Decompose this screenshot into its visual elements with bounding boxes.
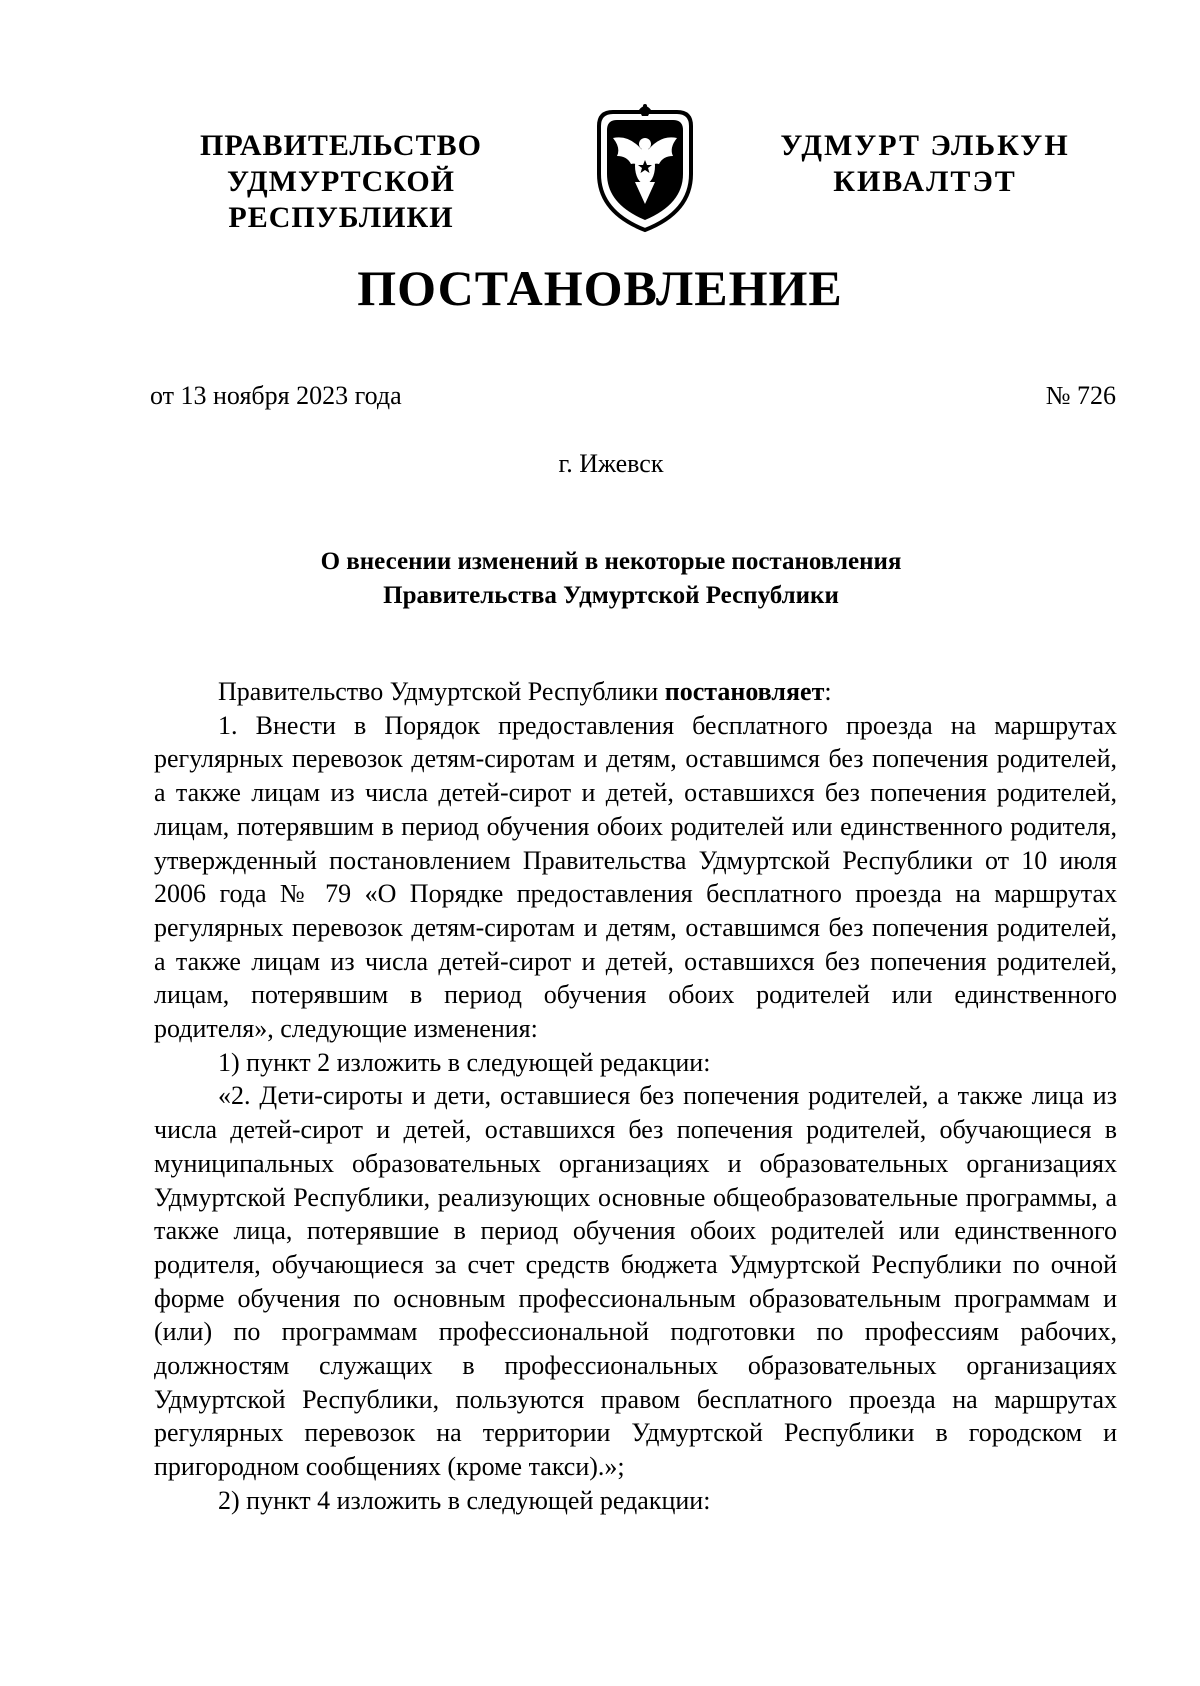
header-right-line1: УДМУРТ ЭЛЬКУН: [780, 129, 1070, 162]
document-city: г. Ижевск: [558, 449, 664, 478]
paragraph-2: 1) пункт 2 изложить в следующей редакции:: [218, 1047, 711, 1077]
document-type-title: ПОСТАНОВЛЕНИЕ: [357, 260, 843, 316]
document-subject: [0, 545, 1200, 613]
paragraph-3: «2. Дети-сироты и дети, оставшиеся без попечения родителей, а также лица из числа детей-сирот и детей, оставшихся без попечения родителей, обучающиеся в муниципальных образовательных организациях и образовательных организациях Удмуртской Республики, реализующих основные общеобразовательные программы, а также лица, потерявшие в период обучения обоих родителей или единственного родителя, обучающиеся за счет средств бюджета Удмуртской Республики по очной форме обучения по основным профессиональным образовательным программам и (или) по программам профессиональной подготовки по профессиям рабочих, должностям служащих в профессиональных образовательных организациях Удмуртской Республики, пользуются правом бесплатного проезда на маршрутах регулярных перевозок на территории Удмуртской Республики в городском и пригородном сообщениях (кроме такси).»;: [154, 1081, 1117, 1482]
paragraph-1: 1. Внести в Порядок предоставления бесплатного проезда на маршрутах регулярных перевозок детям-сиротам и детям, оставшимся без попечения родителей, а также лицам из числа детей-сирот и детей, оставшихся без попечения родителей, лицам, потерявшим в период обучения обоих родителей или единственного родителя, утвержденный постановлением Правительства Удмуртской Республики от 10 июля 2006 года № 79 «О Порядке предоставления бесплатного проезда на маршрутах регулярных перевозок детям-сиротам и детям, оставшимся без попечения родителей, а также лицам из числа детей-сирот и детей, оставшихся без попечения родителей, лицам, потерявшим в период обучения обоих родителей или единственного родителя», следующие изменения:: [154, 710, 1117, 1044]
document-date: от 13 ноября 2023 года: [150, 381, 402, 410]
udmurtia-coat-of-arms-icon: [591, 104, 699, 234]
header-left: [118, 128, 564, 236]
header-left-line1: ПРАВИТЕЛЬСТВО: [200, 129, 482, 162]
document-number: № 726: [1045, 381, 1116, 410]
preamble-paragraph: [154, 675, 1117, 709]
paragraph-4: 2) пункт 4 изложить в следующей редакции:: [218, 1485, 711, 1515]
header-right-line2: КИВАЛТЭТ: [833, 165, 1017, 198]
header-right: [760, 128, 1090, 200]
preamble-end: :: [824, 677, 832, 706]
subject-line1: О внесении изменений в некоторые постановления: [320, 548, 902, 575]
document-body: [154, 675, 1117, 1518]
preamble-text: Правительство Удмуртской Республики: [218, 677, 665, 706]
subject-line2: Правительства Удмуртской Республики: [383, 582, 839, 609]
preamble-bold: постановляет: [664, 677, 825, 706]
header-left-line2: УДМУРТСКОЙ РЕСПУБЛИКИ: [227, 165, 455, 234]
